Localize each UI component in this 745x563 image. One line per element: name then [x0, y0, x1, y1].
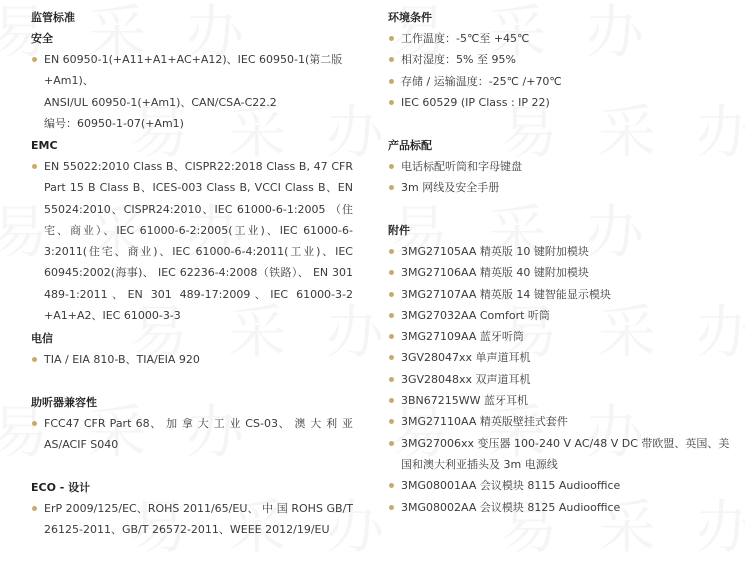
list-item: 3MG27006xx 变压器 100-240 V AC/48 V DC 带欧盟、英国、美国和澳大利亚插头及 3m 电源线 [388, 433, 738, 476]
eco-heading: ECO - 设计 [31, 481, 91, 494]
list-item: 3MG27107AA 精英版 14 键智能显示模块 [388, 284, 738, 305]
list-item: TIA / EIA 810-B、TIA/EIA 920 [31, 349, 361, 370]
accessories-list [388, 241, 738, 518]
environment-heading: 环境条件 [388, 11, 432, 24]
accessories-section [388, 220, 738, 518]
regulatory-heading: 监管标准 [31, 11, 75, 24]
emc-list [31, 156, 353, 326]
hearing-aid-section [31, 392, 353, 456]
list-item: IEC 60529 (IP Class : IP 22) [388, 92, 738, 113]
environment-section [388, 7, 738, 113]
list-item: FCC47 CFR Part 68、 加 拿 大 工 业 CS-03、 澳 大 利 亚 AS/ACIF S040 [31, 413, 353, 456]
eco-section [31, 477, 353, 541]
list-item: EN 55022:2010 Class B、CISPR22:2018 Class B, 47 CFR Part 15 B Class B、ICES-003 Class B, VCCI Class B、EN 55024:2010、CISPR24:2010、IEC 61000-6-1:2005 （住宅、商业）、IEC 61000-6-2:2005(工业)、IEC 61000-6-3:2011(住宅、商业)、IEC 61000-6-4:2011(工业)、IEC 60945:2002(海事)、 IEC 62236-4:2008（铁路）、 EN 301 489-1:2011、EN 301 489-17:2009、IEC 61000-3-2 +A1+A2、IEC 61000-3-3 [31, 156, 353, 326]
list-item: 3MG27105AA 精英版 10 键附加模块 [388, 241, 738, 262]
product-marking-list [388, 156, 738, 199]
product-marking-section [388, 135, 738, 199]
list-item: 3MG27032AA Comfort 听筒 [388, 305, 738, 326]
list-item: 3MG08002AA 会议模块 8125 Audiooffice [388, 497, 738, 518]
emc-heading: EMC [31, 139, 58, 152]
telecom-section [31, 328, 361, 370]
environment-list [388, 28, 738, 113]
emc-section [31, 135, 353, 326]
list-item: 3m 网线及安全手册 [388, 177, 738, 198]
list-item: ErP 2009/125/EC、ROHS 2011/65/EU、 中 国 ROHS GB/T 26125-2011、GB/T 26572-2011、WEEE 2012/19/EU [31, 498, 353, 541]
regulatory-section [31, 7, 361, 134]
telecom-list [31, 349, 361, 370]
list-item: EN 60950-1(+A11+A1+AC+A12)、IEC 60950-1(第二版 +Am1)、 ANSI/UL 60950-1(+Am1)、CAN/CSA-C22.2 编号：60950-1-07(+Am1) [31, 49, 361, 134]
safety-list [31, 49, 361, 134]
telecom-heading: 电信 [31, 332, 53, 345]
hearing-aid-heading: 助听器兼容性 [31, 396, 97, 409]
product-marking-heading: 产品标配 [388, 139, 432, 152]
list-item: 3MG27109AA 蓝牙听筒 [388, 326, 738, 347]
hearing-aid-list [31, 413, 353, 456]
safety-heading: 安全 [31, 32, 53, 45]
list-item: 电话标配听筒和字母键盘 [388, 156, 738, 177]
list-item: 相对湿度：5% 至 95% [388, 49, 738, 70]
list-item: 3GV28048xx 双声道耳机 [388, 369, 738, 390]
accessories-heading: 附件 [388, 224, 410, 237]
list-item: 3BN67215WW 蓝牙耳机 [388, 390, 738, 411]
eco-list [31, 498, 353, 541]
list-item: 3MG27110AA 精英版壁挂式套件 [388, 411, 738, 432]
list-item: 3MG27106AA 精英版 40 键附加模块 [388, 262, 738, 283]
list-item: 3GV28047xx 单声道耳机 [388, 347, 738, 368]
list-item: 工作温度：-5℃至 +45℃ [388, 28, 738, 49]
list-item: 3MG08001AA 会议模块 8115 Audiooffice [388, 475, 738, 496]
list-item: 存储 / 运输温度：-25℃ /+70℃ [388, 71, 738, 92]
